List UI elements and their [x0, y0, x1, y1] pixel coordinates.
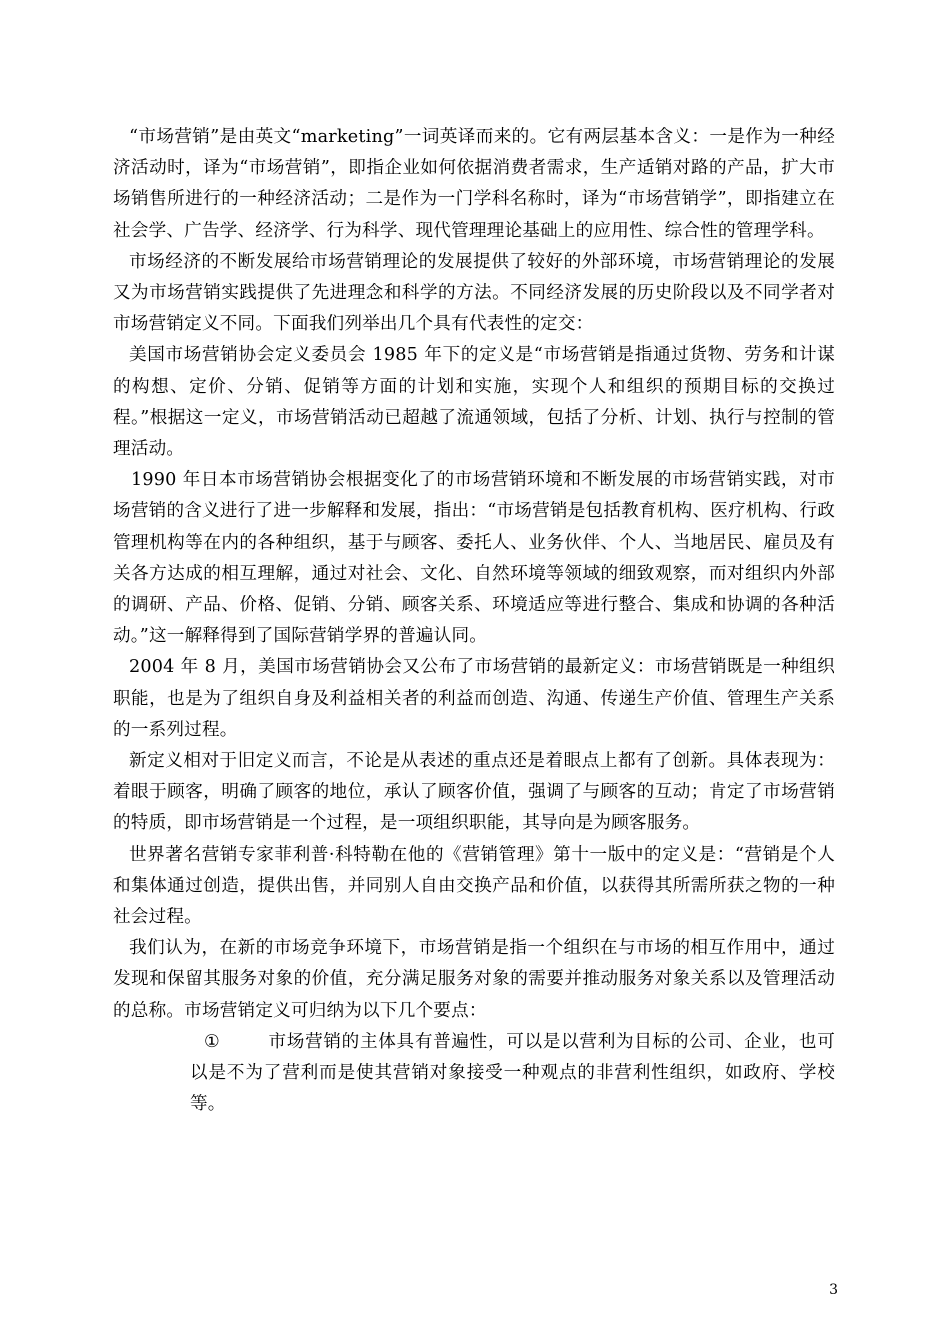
- page-number: 3: [829, 1282, 838, 1298]
- paragraph-ama-1985-definition: 美国市场营销协会定义委员会 1985 年下的定义是“市场营销是指通过货物、劳务和计谋的构想、定价、分销、促销等方面的计划和实施，实现个人和组织的预期目标的交换过程。”根据这一定义，市场营销活动已超越了流通领域，包括了分析、计划、执行与控制的管理活动。: [113, 345, 835, 460]
- paragraph-new-definition-innovation: 新定义相对于旧定义而言，不论是从表述的重点还是着眼点上都有了创新。具体表现为：着眼于顾客，明确了顾客的地位，承认了顾客价值，强调了与顾客的互动；肯定了市场营销的特质，即市场营销是一个过程，是一项组织职能，其导向是为顾客服务。: [113, 751, 835, 834]
- list-item-key-point-1: [190, 1027, 835, 1121]
- paragraph-our-definition: 我们认为，在新的市场竞争环境下，市场营销是指一个组织在与市场的相互作用中，通过发现和保留其服务对象的价值，充分满足服务对象的需要并推动服务对象关系以及管理活动的总称。市场营销定义可归纳为以下几个要点：: [113, 938, 835, 1021]
- paragraph-ama-2004-definition: 2004 年 8 月，美国市场营销协会又公布了市场营销的最新定义：市场营销既是一种组织职能，也是为了组织自身及利益相关者的利益而创造、沟通、传递生产价值、管理生产关系的一系列过程。: [113, 657, 835, 740]
- paragraph-kotler-definition: 世界著名营销专家菲利普·科特勒在他的《营销管理》第十一版中的定义是：“营销是个人和集体通过创造，提供出售，并同别人自由交换产品和价值，以获得其所需所获之物的一种社会过程。: [113, 844, 835, 928]
- paragraph-market-economy: 市场经济的不断发展给市场营销理论的发展提供了较好的外部环境，市场营销理论的发展又为市场营销实践提供了先进理念和科学的方法。不同经济发展的历史阶段以及不同学者对市场营销定义不同。下面我们列举出几个具有代表性的定交：: [113, 251, 835, 335]
- document-body: [113, 122, 835, 1121]
- list-item-text: 市场营销的主体具有普遍性，可以是以营利为目标的公司、企业，也可以是不为了营利而是使其营销对象接受一种观点的非营利性组织，如政府、学校等。: [190, 1031, 835, 1115]
- list-marker: ①: [204, 1031, 220, 1052]
- paragraph-japan-1990-definition: 1990 年日本市场营销协会根据变化了的市场营销环境和不断发展的市场营销实践，对市场营销的含义进行了进一步解释和发展，指出：“市场营销是包括教育机构、医疗机构、行政管理机构等在内的各种组织，基于与顾客、委托人、业务伙伴、个人、当地居民、雇员及有关各方达成的相互理解，通过对社会、文化、自然环境等领域的细致观察，而对组织内外部的调研、产品、价格、促销、分销、顾客关系、环境适应等进行整合、集成和协调的各种活动。”这一解释得到了国际营销学界的普遍认同。: [113, 470, 835, 647]
- paragraph-marketing-origin: “市场营销”是由英文“marketing”一词英译而来的。它有两层基本含义：一是作为一种经济活动时，译为“市场营销”，即指企业如何依据消费者需求，生产适销对路的产品，扩大市场销售所进行的一种经济活动；二是作为一门学科名称时，译为“市场营销学”，即指建立在社会学、广告学、经济学、行为科学、现代管理理论基础上的应用性、综合性的管理学科。: [113, 127, 835, 241]
